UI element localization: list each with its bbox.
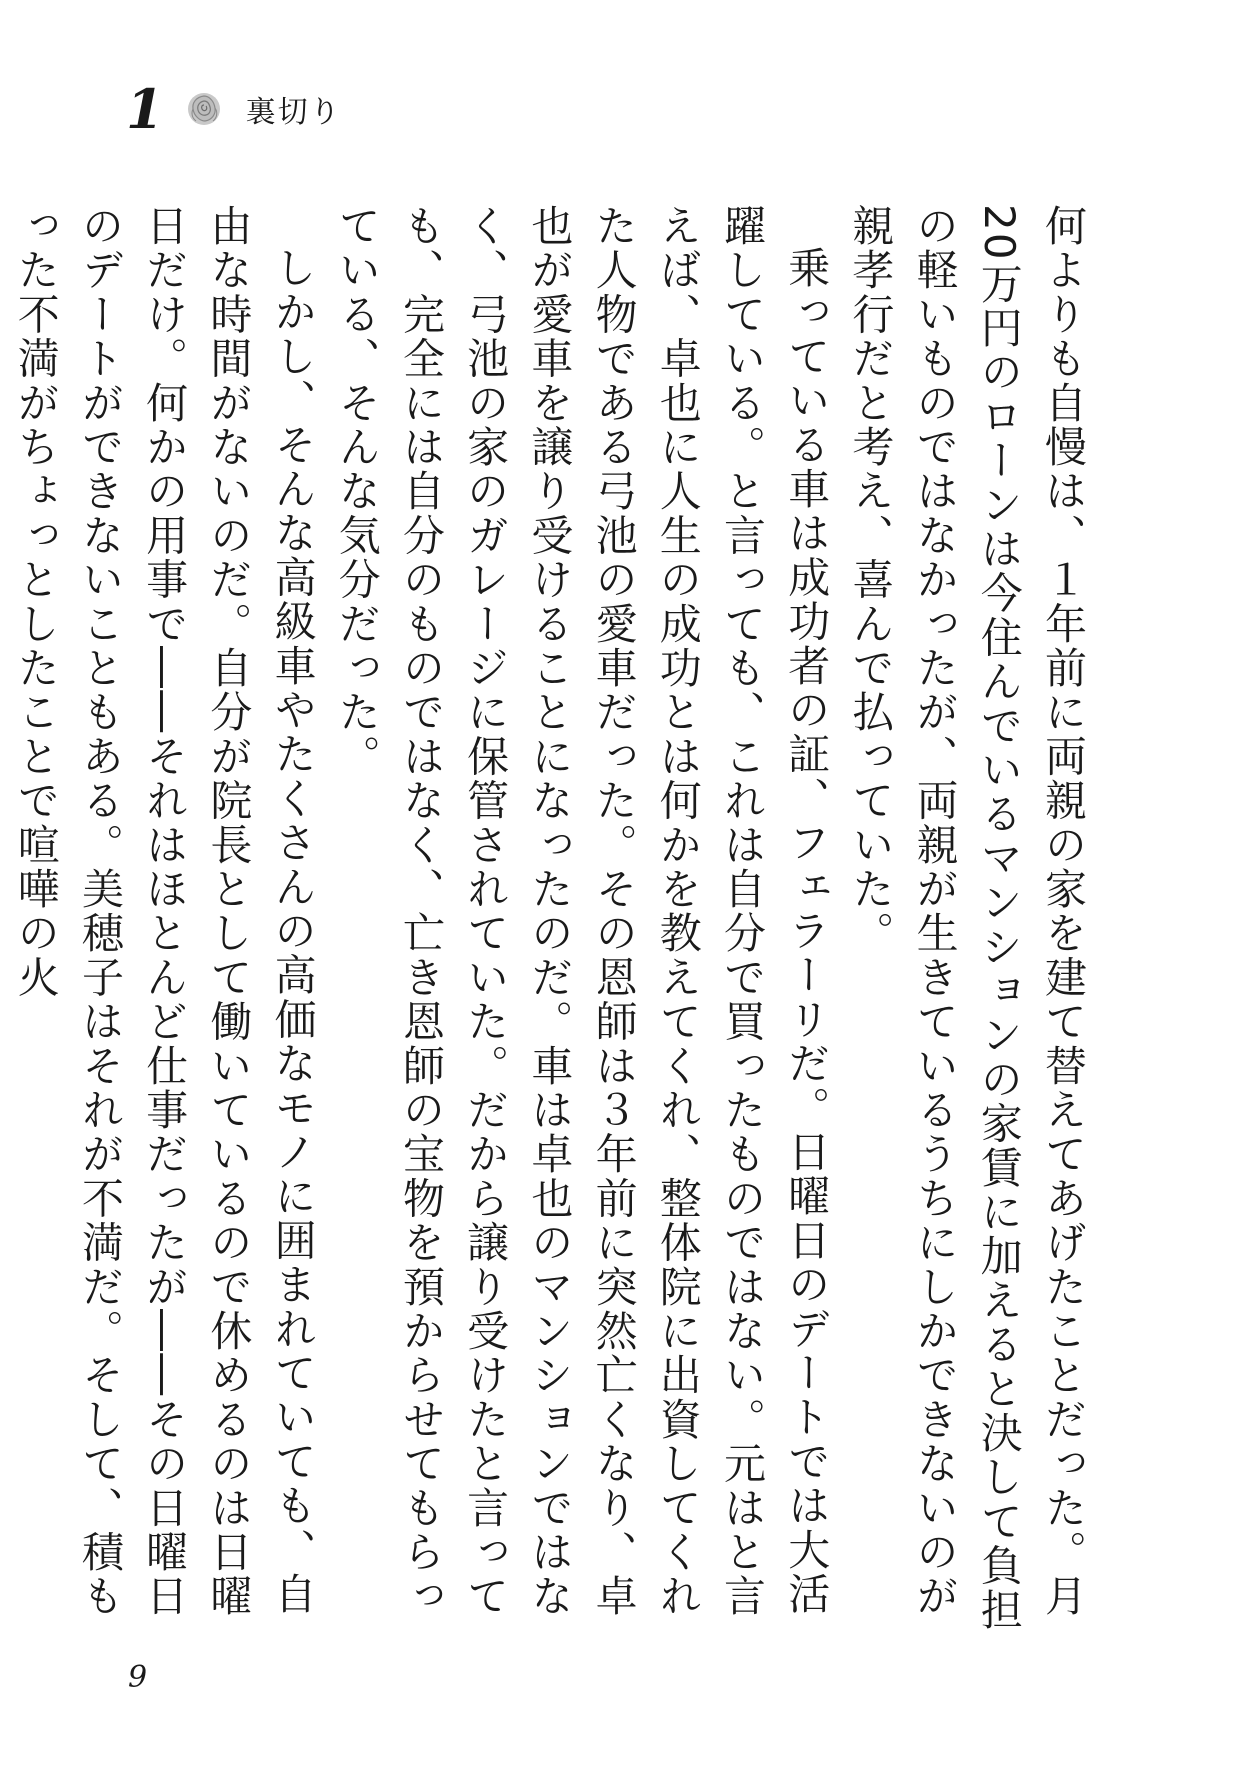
body-text [11, 204, 1095, 1634]
page-number: 9 [128, 1660, 148, 1695]
chapter-header [126, 74, 342, 144]
paragraph: 何よりも自慢は、１年前に両親の家を建て替えてあげたことだった。月20万円のローンは今住んでいるマンションの家賃に加えると決して負担の軽いものではなかったが、両親が生きているうちにしかできないのが親孝行だと考え、喜んで払っていた。 [846, 204, 1088, 1633]
rose-icon [186, 91, 222, 127]
chapter-title: 裏切り [245, 95, 342, 130]
paragraph: 乗っている車は成功者の証、フェラーリだ。日曜日のデートでは大活躍している。と言っても、これは自分で買ったものではない。元はと言えば、卓也に人生の成功とは何かを教えてくれ、整体院に出資してくれた人物である弓池の愛車だった。その恩師は３年前に突然亡くなり、卓也が愛車を譲り受けることになったのだ。車は卓也のマンションではなく、弓池の家のガレージに保管されていた。だから譲り受けたと言っても、完全には自分のものではなく、亡き恩師の宝物を預からせてもらっている、そんな気分だった。 [332, 204, 832, 1619]
paragraph: しかし、そんな高級車やたくさんの高価なモノに囲まれていても、自由な時間がないのだ。自分が院長として働いているので休めるのは日曜日だけ。何かの用事で――それはほとんど仕事だったが――その日曜日のデートができないこともある。美穂子はそれが不満だ。そして、積もった不満がちょっとしたことで喧嘩の火 [11, 204, 318, 1619]
chapter-number: 1 [126, 77, 164, 141]
